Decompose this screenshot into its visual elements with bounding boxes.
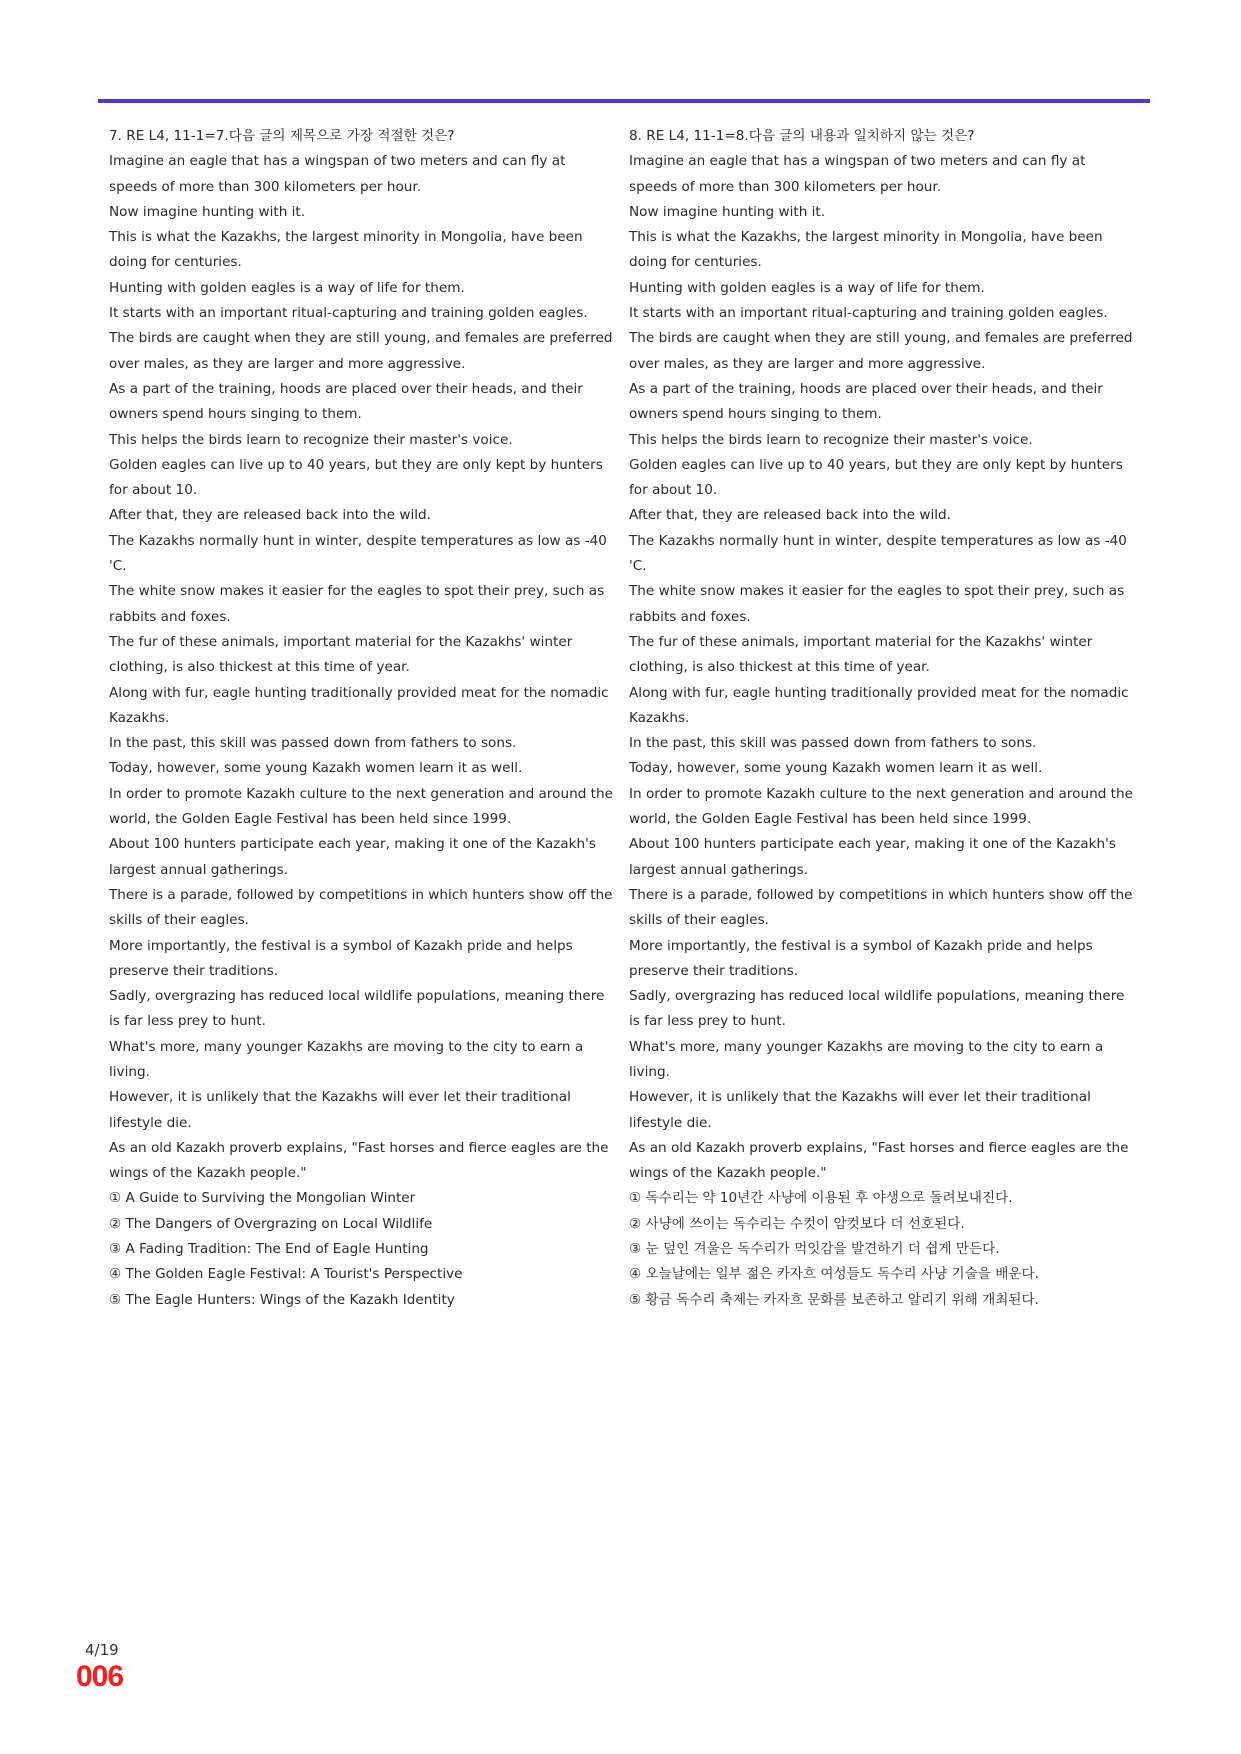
passage-sentence: The birds are caught when they are still young, and females are preferred over males, as they are larger and more aggressive. bbox=[109, 330, 613, 372]
passage-sentence: Golden eagles can live up to 40 years, but they are only kept by hunters for about 10. bbox=[629, 456, 1123, 499]
passage-sentence: The white snow makes it easier for the eagles to spot their prey, such as rabbits and foxes. bbox=[629, 583, 1125, 625]
answer-option-2: ② 사냥에 쓰이는 독수리는 수컷이 암컷보다 더 선호된다. bbox=[629, 1215, 965, 1232]
question-8-passage bbox=[629, 149, 1134, 1186]
passage-sentence: Sadly, overgrazing has reduced local wildlife populations, meaning there is far less prey to hunt. bbox=[109, 988, 605, 1030]
answer-option-5: ⑤ 황금 독수리 축제는 카자흐 문화를 보존하고 알리기 위해 개최된다. bbox=[629, 1291, 1039, 1308]
passage-sentence: As an old Kazakh proverb explains, "Fast horses and fierce eagles are the wings of the Kazakh people." bbox=[109, 1139, 609, 1182]
question-7-options bbox=[109, 1186, 614, 1312]
page-code: 006 bbox=[76, 1660, 124, 1693]
page-counter: 4/19 bbox=[85, 1641, 119, 1659]
question-7-title: 7. RE L4, 11-1=7.다음 글의 제목으로 가장 적절한 것은? bbox=[109, 128, 455, 144]
passage-sentence: It starts with an important ritual-capturing and training golden eagles. bbox=[629, 305, 1108, 322]
passage-sentence: About 100 hunters participate each year, making it one of the Kazakh's largest annual gatherings. bbox=[629, 836, 1116, 878]
passage-sentence: What's more, many younger Kazakhs are moving to the city to earn a living. bbox=[109, 1038, 584, 1080]
passage-sentence: The fur of these animals, important material for the Kazakhs' winter clothing, is also thickest at this time of year. bbox=[109, 633, 573, 676]
passage-sentence: The white snow makes it easier for the eagles to spot their prey, such as rabbits and foxes. bbox=[109, 583, 605, 625]
passage-sentence: Along with fur, eagle hunting traditionally provided meat for the nomadic Kazakhs. bbox=[109, 684, 609, 726]
passage-sentence: Hunting with golden eagles is a way of life for them. bbox=[109, 279, 465, 296]
passage-sentence: After that, they are released back into the wild. bbox=[629, 507, 951, 524]
passage-sentence: As an old Kazakh proverb explains, "Fast horses and fierce eagles are the wings of the Kazakh people." bbox=[629, 1139, 1129, 1182]
passage-sentence: Now imagine hunting with it. bbox=[109, 203, 306, 220]
question-7-column bbox=[109, 124, 614, 1313]
passage-sentence: Imagine an eagle that has a wingspan of two meters and can fly at speeds of more than 300 kilometers per hour. bbox=[629, 153, 1086, 195]
passage-sentence: Today, however, some young Kazakh women learn it as well. bbox=[109, 760, 523, 777]
passage-sentence: The Kazakhs normally hunt in winter, despite temperatures as low as -40 'C. bbox=[629, 532, 1127, 575]
passage-sentence: Along with fur, eagle hunting traditionally provided meat for the nomadic Kazakhs. bbox=[629, 684, 1129, 726]
question-8-column bbox=[629, 124, 1134, 1313]
passage-sentence: This helps the birds learn to recognize their master's voice. bbox=[629, 431, 1033, 448]
passage-sentence: What's more, many younger Kazakhs are moving to the city to earn a living. bbox=[629, 1038, 1104, 1080]
passage-sentence: This helps the birds learn to recognize their master's voice. bbox=[109, 431, 513, 448]
passage-sentence: The Kazakhs normally hunt in winter, despite temperatures as low as -40 'C. bbox=[109, 532, 607, 575]
question-8-options bbox=[629, 1186, 1134, 1312]
question-8-title: 8. RE L4, 11-1=8.다음 글의 내용과 일치하지 않는 것은? bbox=[629, 128, 975, 144]
passage-sentence: There is a parade, followed by competitions in which hunters show off the skills of their eagles. bbox=[109, 886, 613, 929]
passage-sentence: The birds are caught when they are still young, and females are preferred over males, as they are larger and more aggressive. bbox=[629, 330, 1133, 372]
answer-option-2: ② The Dangers of Overgrazing on Local Wildlife bbox=[109, 1215, 433, 1232]
passage-sentence: Sadly, overgrazing has reduced local wildlife populations, meaning there is far less prey to hunt. bbox=[629, 988, 1125, 1030]
passage-sentence: Now imagine hunting with it. bbox=[629, 203, 826, 220]
answer-option-3: ③ 눈 덮인 겨울은 독수리가 먹잇감을 발견하기 더 쉽게 만든다. bbox=[629, 1241, 1000, 1258]
answer-option-5: ⑤ The Eagle Hunters: Wings of the Kazakh Identity bbox=[109, 1291, 455, 1308]
question-7-passage bbox=[109, 149, 614, 1186]
passage-sentence: This is what the Kazakhs, the largest minority in Mongolia, have been doing for centuries. bbox=[629, 229, 1103, 271]
passage-sentence: However, it is unlikely that the Kazakhs will ever let their traditional lifestyle die. bbox=[629, 1089, 1091, 1131]
passage-sentence: In the past, this skill was passed down from fathers to sons. bbox=[629, 735, 1037, 752]
passage-sentence: This is what the Kazakhs, the largest minority in Mongolia, have been doing for centuries. bbox=[109, 229, 583, 271]
answer-option-1: ① A Guide to Surviving the Mongolian Winter bbox=[109, 1190, 416, 1207]
passage-sentence: More importantly, the festival is a symbol of Kazakh pride and helps preserve their traditions. bbox=[109, 937, 573, 979]
passage-sentence: In order to promote Kazakh culture to the next generation and around the world, the Golden Eagle Festival has been held since 1999. bbox=[109, 785, 613, 828]
header-rule bbox=[98, 99, 1150, 103]
passage-sentence: About 100 hunters participate each year, making it one of the Kazakh's largest annual gatherings. bbox=[109, 836, 596, 878]
passage-sentence: As a part of the training, hoods are placed over their heads, and their owners spend hours singing to them. bbox=[629, 380, 1103, 423]
passage-sentence: It starts with an important ritual-capturing and training golden eagles. bbox=[109, 305, 588, 322]
passage-sentence: The fur of these animals, important material for the Kazakhs' winter clothing, is also thickest at this time of year. bbox=[629, 633, 1093, 676]
passage-sentence: Today, however, some young Kazakh women learn it as well. bbox=[629, 760, 1043, 777]
passage-sentence: More importantly, the festival is a symbol of Kazakh pride and helps preserve their traditions. bbox=[629, 937, 1093, 979]
passage-sentence: Hunting with golden eagles is a way of life for them. bbox=[629, 279, 985, 296]
passage-sentence: However, it is unlikely that the Kazakhs will ever let their traditional lifestyle die. bbox=[109, 1089, 571, 1131]
answer-option-4: ④ 오늘날에는 일부 젊은 카자흐 여성들도 독수리 사냥 기술을 배운다. bbox=[629, 1266, 1039, 1283]
answer-option-1: ① 독수리는 약 10년간 사냥에 이용된 후 야생으로 돌려보내진다. bbox=[629, 1190, 1013, 1207]
passage-sentence: In the past, this skill was passed down from fathers to sons. bbox=[109, 735, 517, 752]
answer-option-4: ④ The Golden Eagle Festival: A Tourist's Perspective bbox=[109, 1266, 463, 1283]
passage-sentence: As a part of the training, hoods are placed over their heads, and their owners spend hours singing to them. bbox=[109, 380, 583, 423]
passage-sentence: Imagine an eagle that has a wingspan of two meters and can fly at speeds of more than 300 kilometers per hour. bbox=[109, 153, 566, 195]
passage-sentence: After that, they are released back into the wild. bbox=[109, 507, 431, 524]
passage-sentence: There is a parade, followed by competitions in which hunters show off the skills of their eagles. bbox=[629, 886, 1133, 929]
passage-sentence: Golden eagles can live up to 40 years, but they are only kept by hunters for about 10. bbox=[109, 456, 603, 499]
passage-sentence: In order to promote Kazakh culture to the next generation and around the world, the Golden Eagle Festival has been held since 1999. bbox=[629, 785, 1133, 828]
answer-option-3: ③ A Fading Tradition: The End of Eagle Hunting bbox=[109, 1241, 429, 1258]
